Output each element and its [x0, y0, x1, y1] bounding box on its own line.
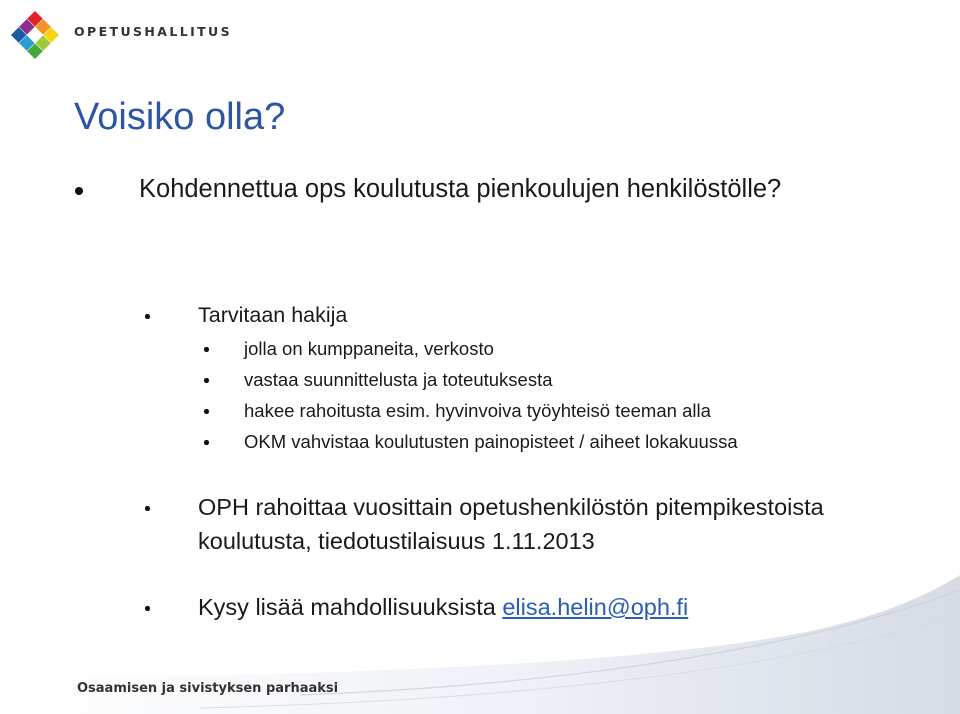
- bullet-dot-icon: [75, 187, 83, 195]
- bullet-dot-icon: [204, 347, 209, 352]
- bullet-dot-icon: [145, 506, 150, 511]
- diamond-logo-icon: [8, 8, 62, 62]
- sub-bullet: [244, 396, 924, 426]
- bullet-level2: [198, 490, 878, 558]
- bullet-text: Tarvitaan hakija: [198, 303, 348, 327]
- bullet-level2: [198, 300, 928, 331]
- sub-bullet-text: hakee rahoitusta esim. hyvinvoiva työyhteisö teeman alla: [244, 400, 711, 421]
- sub-bullet-text: OKM vahvistaa koulutusten painopisteet / aiheet lokakuussa: [244, 431, 738, 452]
- sub-bullet: [244, 427, 784, 457]
- bullet-dot-icon: [204, 440, 209, 445]
- sub-bullet: [244, 334, 924, 364]
- bullet-dot-icon: [204, 409, 209, 414]
- sub-bullet-text: jolla on kumppaneita, verkosto: [244, 338, 494, 359]
- bullet-dot-icon: [204, 378, 209, 383]
- bullet-text: Kysy lisää mahdollisuuksista: [198, 594, 503, 620]
- bullet-dot-icon: [145, 314, 150, 319]
- email-link[interactable]: elisa.helin@oph.fi: [502, 594, 689, 620]
- footer-tagline: Osaamisen ja sivistyksen parhaaksi: [77, 681, 339, 696]
- brand-name: OPETUSHALLITUS: [74, 24, 233, 39]
- bullet-text: Kohdennettua ops koulutusta pienkoulujen henkilöstölle?: [139, 175, 782, 203]
- sub-bullet-text: vastaa suunnittelusta ja toteutuksesta: [244, 369, 553, 390]
- sub-bullet: [244, 365, 924, 395]
- slide-title: Voisiko olla?: [74, 96, 286, 138]
- bullet-level1: [139, 172, 899, 206]
- bullet-text: OPH rahoittaa vuosittain opetushenkilöstön pitempikestoista koulutusta, tiedotustilaisuus 1.11.2013: [198, 494, 824, 554]
